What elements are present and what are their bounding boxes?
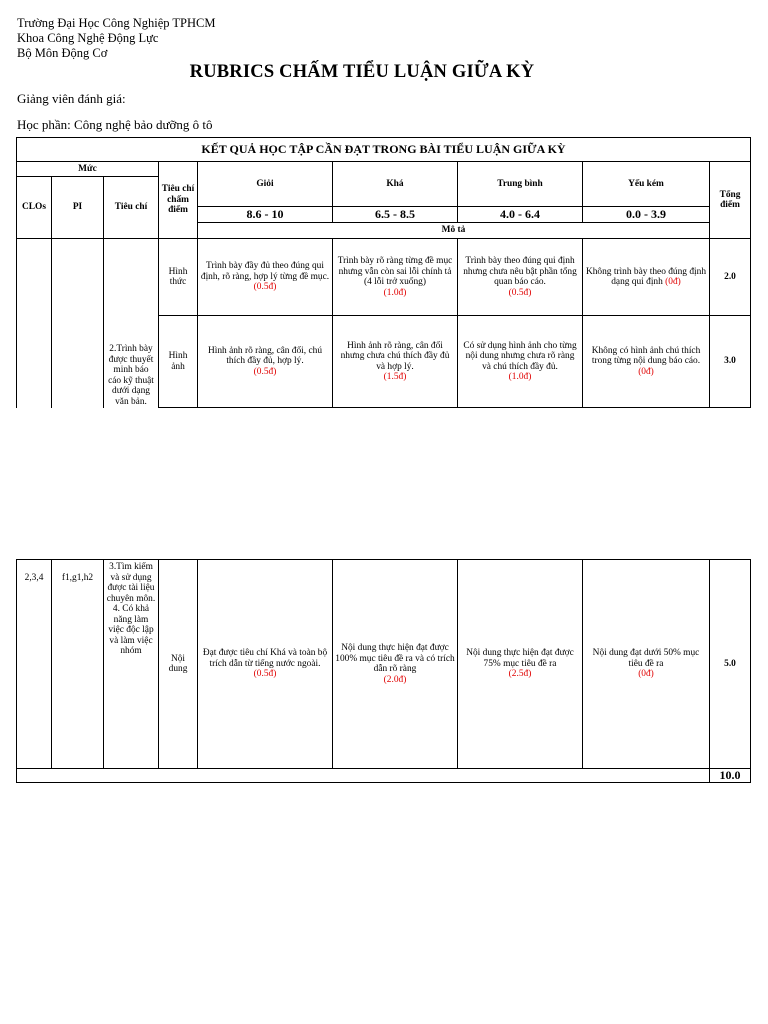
rubric-cell: Đạt được tiêu chí Khá và toàn bộ trích dẫn từ tiếng nước ngoài. (0.5đ) [202,648,328,680]
scoring-criteria-header: Tiêu chí chấm điểm [161,184,195,216]
evaluator-label: Giảng viên đánh giá: [17,91,126,106]
clos-value: 2,3,4 [24,573,44,583]
total-header: Tổng điểm [719,189,741,210]
rubric-cell: Có sử dụng hình ảnh cho từng nội dung nhưng chưa rõ ràng và chú thích đầy đủ. (1.0đ) [463,340,577,382]
rubric-cell: Trình bày theo đúng qui định nhưng chưa nêu bật phần tổng quan báo cáo. (0.5đ) [463,256,577,298]
row-total: 2.0 [724,271,736,282]
tieuchi-3-4-cell: 3.Tìm kiếm và sử dụng được tài liệu chuyên môn. 4. Có khả năng làm việc độc lập và làm việc nhóm [106,562,156,656]
page-title: RUBRICS CHẤM TIỂU LUẬN GIỮA KỲ [189,62,535,82]
rubric-cell: Nội dung đạt dưới 50% mục tiêu đề ra (0đ) [592,648,700,680]
department-name: Bộ Môn Động Cơ [17,46,108,60]
rubric-cell: Trình bày rõ ràng từng đề mục nhưng vẫn còn sai lỗi chính tả (4 lỗi trở xuống) (1.0đ) [337,256,453,298]
rubric-cell: Nội dung thực hiện đạt được 75% mục tiêu đề ra (2.5đ) [466,648,574,680]
mota-header: Mô tả [441,225,466,236]
pi-value: f1,g1,h2 [61,573,94,583]
rubric-cell: Không trình bày theo đúng định dạng qui định (0đ) [585,266,707,287]
rubric-cell: Hình ảnh rõ ràng, cân đối, chú thích đầy đủ, hợp lý. (0.5đ) [207,345,323,377]
row-total: 3.0 [724,356,736,367]
range-trung-binh: 4.0 - 6.4 [500,207,540,222]
rubric-cell: Hình ảnh rõ ràng, cân đối nhưng chưa chú thích đầy đủ và hợp lý. (1.5đ) [340,340,450,382]
clos-header: CLOs [22,202,46,213]
level-trung-binh: Trung bình [497,178,543,189]
rubric-cell: Không có hình ảnh chú thích trong từng nội dung báo cáo. (0đ) [591,345,701,377]
row-criterion-hinh-anh: Hình ảnh [168,351,188,372]
faculty-name: Khoa Công Nghệ Động Lực [17,31,159,45]
rubric-cell: Nội dung thực hiện đạt được 100% mục tiêu đề ra và có trích dẫn rõ ràng (2.0đ) [335,643,455,685]
tieuchi-header: Tiêu chí [114,202,148,213]
tieuchi-2-cell: 2.Trình bày được thuyết minh báo cáo kỹ thuật dưới dạng văn bản. [108,344,154,407]
level-yeu-kem: Yếu kém [628,178,664,189]
muc-header: Mức [78,163,97,174]
rubric-cell: Trình bày đầy đủ theo đúng qui định, rõ ràng, hợp lý từng đề mục. (0.5đ) [200,261,330,293]
university-name: Trường Đại Học Công Nghiệp TPHCM [17,16,216,30]
range-gioi: 8.6 - 10 [246,207,284,222]
range-kha: 6.5 - 8.5 [375,207,415,222]
pi-header: PI [72,202,83,213]
level-kha: Khá [386,178,404,189]
row-criterion-hinh-thuc: Hình thức [168,266,188,287]
row-criterion-noi-dung: Nội dung [168,653,188,674]
range-yeu-kem: 0.0 - 3.9 [626,207,666,222]
grand-total: 10.0 [719,769,741,782]
course-label: Học phần: Công nghệ bảo dưỡng ô tô [17,117,213,132]
table-caption: KẾT QUẢ HỌC TẬP CẦN ĐẠT TRONG BÀI TIỂU LUẬN GIỮA KỲ [201,142,566,157]
row-total: 5.0 [724,658,736,669]
level-gioi: Giỏi [256,178,274,189]
